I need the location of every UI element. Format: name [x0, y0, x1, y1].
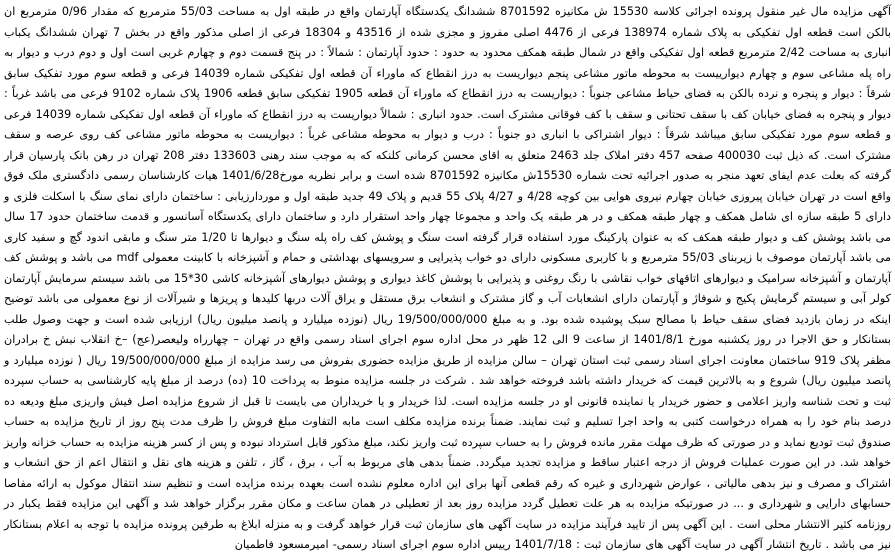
auction-notice-body: آگهی مزایده مال غیر منقول پرونده اجرائی کلاسه 15530 ش مکانیزه 8701592 ششدانگ یکدستگاه آپارتمان واقع در طبقه اول به مساحت 55/03 مترمربع که مقدار 0/96 مترمربع ان بالکن است قطعه اول تفکیکی به پلاک شماره 138974 فرعی از 4476 اصلی مفروز و مجزی شده از 43516 و 18304 فرعی از اصلی مذکور واقع در بخش 7 تهران ششدانگ یکباب انباری به مساحت 2/42 مترمربع قطعه اول تفکیکی واقع در شمال طبقه همکف محدود به حدود : حدود آپارتمان : شمالاً : در پنج قسمت دوم و چهارم غربی است اول و دوم درب و دیوار به راه پله مشاعی سوم و چهارم دیوارییست به محوطه ماتور مشاعی پنجم دیواریست به درز انقطاع که ماوراء آن قطعه اول تفکیکی شماره 14039 فرعی و قطعه سوم مورد تفکیک سابق شرقاً : دیوار و پنجره و نرده بالکن به فضای حیاط مشاعی جنوباً : دیواریست به درز انقطاع که ماوراء آن قطعه 1905 تفکیکی سابق قطعه 1906 پلاک شماره 9102 فرعی می باشد غرباً : دیوار و پنجره به فضای خیابان کف با سقف تحتانی و سقف با کف فوقانی مشترک است. حدود انباری : شمالاً دیواریست به درز انقطاع که ماوراء آن قطعه اول تفکیکی شماره 14039 فرعی و قطعه سوم مورد تفکیکی سابق میباشد شرقاً : دیوار اشتراکی با انباری دو جنوباً : درب و دیوار به محوطه مشاعی غرباً : دیواریست به محوطه ماتور مشاعی کف روی عرصه و سقف مشترک است. که ذیل ثبت 400030 صفحه 457 دفتر املاک جلد 2463 متعلق به اقای محسن کرمانی کلنکه که به موجب سند رهنی 133603 دفتر 208 تهران در رهن بانک پارسیان قرار گرفته که بعلت عدم ایفای تعهد منجر به صدور اجرائیه تحت شماره 15530ش مکانیزه 8701592 شده است و برابر نظریه مورخ1401/6/28 هیات کارشناسان رسمی دادگستری ملک فوق واقع است در تهران خیابان پیروزی خیابان چهارم نیروی هوایی بین کوچه 4/28 و 4/27 پلاک 55 قدیم و پلاک 49 جدید طبقه اول و موردارزیابی : ساختمان دارای نمای سنگ با اسکلت فلزی و دارای 5 طبقه سازه ای شامل همکف و چهار طبقه همکف و در هر طبقه یک واحد و مجموعا چهار واحد استقرار دارد و ساختمان دارای یکدستگاه آسانسور و قدمت ساختمان حدود 17 سال می باشد پوشش کف و دیوار طبقه همکف که به عنوان پارکینگ مورد استفاده قرار گرفته است سنگ و پوشش کف راه پله سنگ و دیوارها تا 1/20 متر سنگ و مابقی اندود گچ و سفید کاری می باشد آپارتمان موصوف با زیربنای 55/03 مترمربع و با کاربری مسکونی دارای دو خواب پذیرایی و سرویسهای بهداشتی و حمام و آشپزخانه با کابینت معمولی mdf می باشد و پوشش کف آپارتمان و آشپزخانه سرامیک و دیوارهای اتاقهای خواب نقاشی با رنگ روغنی و پذیرایی با پوشش کاغذ دیواری و پوشش دیوارهای آشپزخانه کاشی 30*15 می باشد سیستم سرمایش آپارتمان کولر آبی و سیستم گرمایش پکیج و شوفاژ و آپارتمان دارای انشعابات آب و گاز مشترک و انشعاب برق مستقل و یراق آلات دربها کلیدها و پریزها و شیرآلات از نوع معمولی می باشد توضیح اینکه در زمان بازدید فضای سقف حیاط با مصالح سبک پوشیده شده بود. و به مبلغ 19/500/000/000 ریال (نوزده میلیارد و پانصد میلیون ریال) ارزیابی شده است و جهت وصول طلب بستانکار و حق الاجرا در روز یکشنبه مورخ 1401/8/1 از ساعت 9 الی 12 ظهر در محل اداره سوم اجرای اسناد رسمی واقع در تهران – چهارراه ولیعصر(عج) –خ انقلاب نبش خ برادران مظفر پلاک 919 ساختمان معاونت اجرای اسناد رسمی ثبت استان تهران – سالن مزایده از طریق مزایده حضوری بفروش می رسد مزایده از مبلغ 19/500/000/000 ریال ( نوزده میلیارد و پانصد میلیون ریال) شروع و به بالاترین قیمت که خریدار داشته باشد فروخته خواهد شد . شرکت در جلسه مزایده منوط به پرداخت 10 (ده) درصد از مبلغ پایه کارشناسی به حساب سپرده ثبت و تحت شناسه واریز اعلامی و حضور خریدار یا نماینده قانونی او در جلسه مزایده است. لذا خریدار و یا خریداران می بایست تا قبل از شروع مزایده اصل فیش واریزی مبلغ ودیعه ده درصد بنام خود را به همراه درخواست کتبی به واحد اجرا تسلیم و ثبت نمایند. ضمناً برنده مزایده مکلف است مابه التفاوت مبلغ فروش را ظرف مدت پنج روز از تاریخ مزایده به حساب صندوق ثبت تودیع نماید و در صورتی که ظرف مهلت مقرر مانده فروش را به حساب سپرده ثبت واریز نکند، مبلغ مذکور قابل استرداد نبوده و پس از کسر هزینه مزایده به حساب خزانه واریز خواهد شد. در این صورت عملیات فروش از درجه اعتبار ساقط و مزایده تجدید میگردد. ضمناً بدهی های مربوط به آب ، برق ، گاز ، تلفن و هزینه های نقل و انتقال اعم از حق انشعاب و اشتراک و مصرف و نیز بدهی مالیاتی ، عوارض شهرداری و غیره که رقم قطعی آنها برای این اداره معلوم نشده است بعهده برنده مزایده است و تنظیم سند انتقال موکول به ارائه مفاصا حسابهای دارایی و شهرداری و ... در صورتیکه مزایده به هر علت تعطیل گردد مزایده روز بعد از تعطیلی در همان ساعت و مکان مقرر برگزار خواهد شد و آگهی این مزایده فقط یکبار در روزنامه کثیر الانتشار محلی است . این آگهی پس از تایید فرآیند مزایده در سایت آگهی های سازمان ثبت قرار خواهد گرفت و به منزله ابلاغ به طرفین پرونده مزایده با توجه به اعلام بستانکار نیز می باشد . تاریخ انتشار آگهی در سایت آگهی های سازمان ثبت : 1401/7/18 رییس اداره سوم اجرای اسناد رسمی- امیرمسعود فاطمیان [4, 5, 892, 551]
